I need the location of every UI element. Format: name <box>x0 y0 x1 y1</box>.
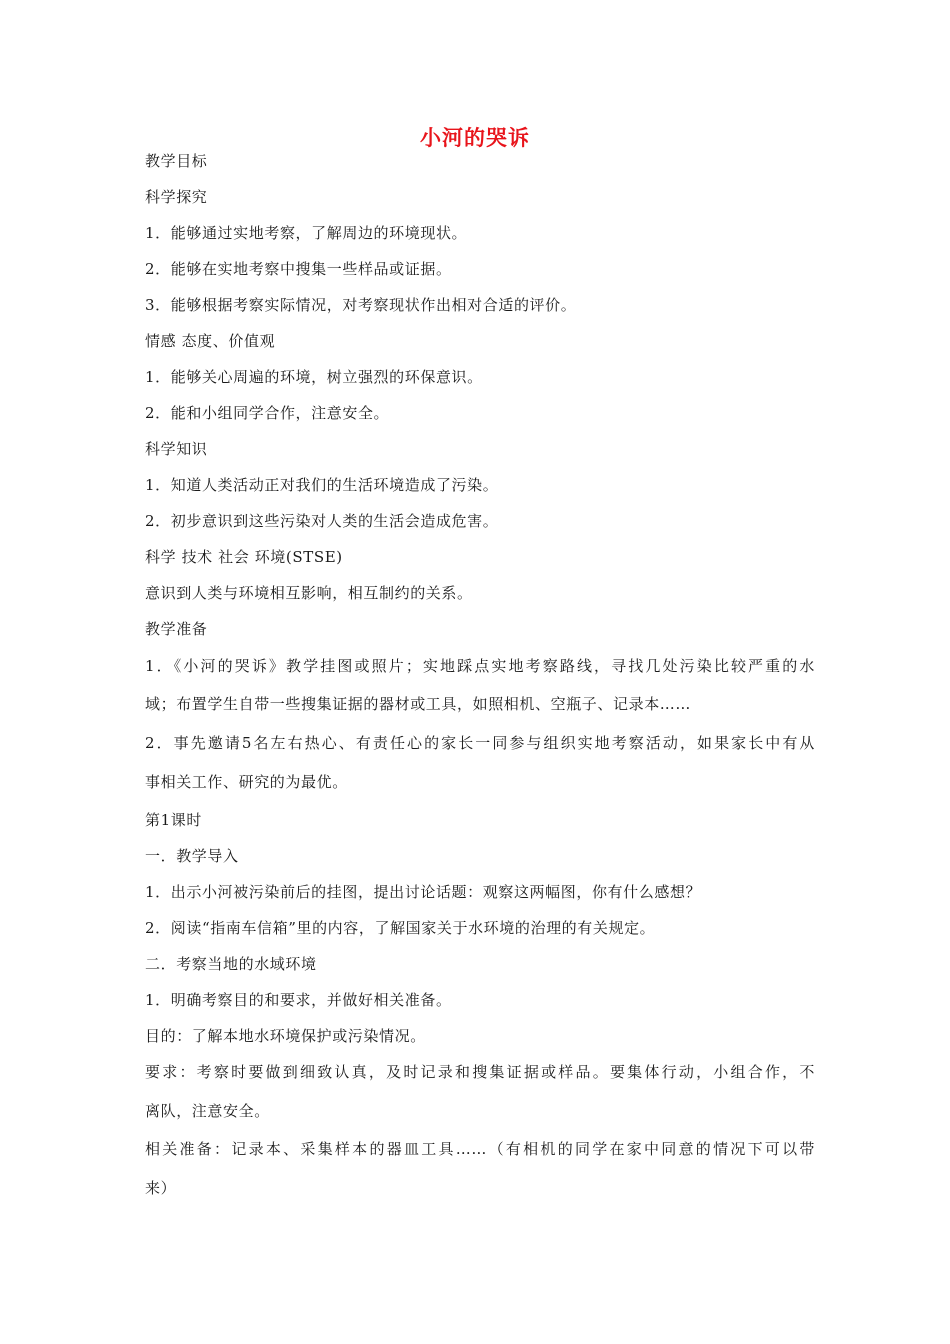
section-heading-teaching-preparation: 教学准备 <box>145 620 208 638</box>
document-title: 小河的哭诉 <box>420 126 530 150</box>
text-line: 目的：了解本地水环境保护或污染情况。 <box>145 1027 426 1045</box>
text-line: 来） <box>145 1179 177 1197</box>
text-line: 2．能和小组同学合作，注意安全。 <box>145 404 390 422</box>
text-line: 事相关工作、研究的为最优。 <box>145 773 348 791</box>
text-line: 2．阅读“指南车信箱”里的内容，了解国家关于水环境的治理的有关规定。 <box>145 919 656 937</box>
text-line: 3．能够根据考察实际情况，对考察现状作出相对合适的评价。 <box>145 296 577 314</box>
text-line: 要求：考察时要做到细致认真，及时记录和搜集证据或样品。要集体行动，小组合作，不 <box>145 1063 815 1081</box>
text-line: 1．《小河的哭诉》教学挂图或照片；实地踩点实地考察路线，寻找几处污染比较严重的水 <box>145 657 815 675</box>
text-line: 1．能够关心周遍的环境，树立强烈的环保意识。 <box>145 368 483 386</box>
text-line: 相关准备：记录本、采集样本的器皿工具……（有相机的同学在家中同意的情况下可以带 <box>145 1140 815 1158</box>
subsection-heading-emotion-attitude: 情感 态度、价值观 <box>145 332 276 350</box>
subsection-heading-stse: 科学 技术 社会 环境(STSE) <box>145 548 343 566</box>
text-line: 2．初步意识到这些污染对人类的生活会造成危害。 <box>145 512 499 530</box>
text-line: 1．明确考察目的和要求，并做好相关准备。 <box>145 991 452 1009</box>
text-line: 2．事先邀请5名左右热心、有责任心的家长一同参与组织实地考察活动，如果家长中有从 <box>145 734 815 752</box>
section-heading-introduction: 一．教学导入 <box>145 847 239 865</box>
text-line: 意识到人类与环境相互影响，相互制约的关系。 <box>145 584 473 602</box>
subsection-heading-science-knowledge: 科学知识 <box>145 440 208 458</box>
text-line: 离队，注意安全。 <box>145 1102 270 1120</box>
text-line: 域；布置学生自带一些搜集证据的器材或工具，如照相机、空瓶子、记录本…… <box>145 695 692 713</box>
text-line: 1．出示小河被污染前后的挂图，提出讨论话题：观察这两幅图，你有什么感想？ <box>145 883 702 901</box>
section-heading-teaching-goals: 教学目标 <box>145 152 208 170</box>
section-heading-field-survey: 二．考察当地的水域环境 <box>145 955 317 973</box>
subsection-heading-science-inquiry: 科学探究 <box>145 188 208 206</box>
text-line: 2．能够在实地考察中搜集一些样品或证据。 <box>145 260 452 278</box>
text-line: 1．知道人类活动正对我们的生活环境造成了污染。 <box>145 476 499 494</box>
lesson-heading: 第1课时 <box>145 811 202 829</box>
text-line: 1．能够通过实地考察，了解周边的环境现状。 <box>145 224 468 242</box>
